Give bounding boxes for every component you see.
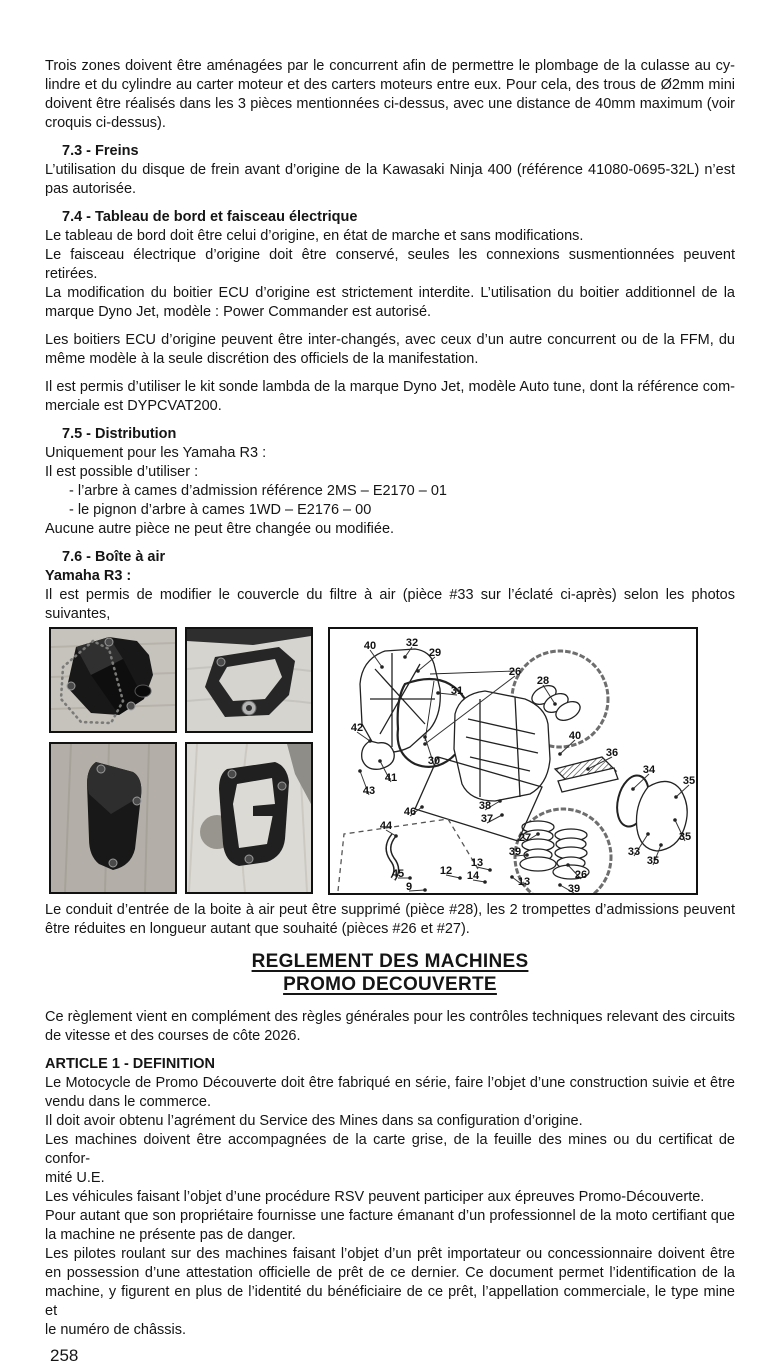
callout-target-dot	[408, 876, 412, 880]
callout-number: 13	[517, 876, 531, 888]
text-line: la machine ne présente pas de danger.	[45, 1227, 296, 1243]
callout-target-dot	[416, 669, 420, 673]
callout-number: 32	[405, 637, 419, 649]
callout-target-dot	[403, 655, 407, 659]
callout-number: 38	[478, 800, 492, 812]
paragraph-photos-intro	[45, 586, 735, 624]
text-line: vendu dans le commerce.	[45, 1094, 212, 1110]
text-line: être réduites en longueur autant que souhaité (pièces #26 et #27).	[45, 921, 470, 937]
text-line: Pour autant que son propriétaire fournisse une facture émanant d’un professionnel de la moto certifiant que	[45, 1208, 735, 1224]
paragraph-reglement	[45, 1008, 735, 1046]
text-line: marque Dyno Jet, modèle : Power Commander est autorisé.	[45, 304, 432, 320]
text-line: lindre et du cylindre au carter moteur et des carters moteurs entre eux. Pour cela, des trous de Ø2mm mini	[45, 77, 735, 93]
callout-number: 40	[568, 730, 582, 742]
section-heading-7-6: 7.6 - Boîte à air	[62, 549, 166, 565]
paragraph-tableau-de-bord	[45, 227, 735, 322]
callout-number: 30	[427, 755, 441, 767]
photo-airbox-cover-dotted	[49, 627, 177, 733]
callout-target-dot	[500, 813, 504, 817]
section-heading-7-5: 7.5 - Distribution	[62, 426, 177, 442]
paragraph-boitiers-ecu	[45, 331, 735, 369]
text-line: Le faisceau électrique d’origine doit être conservé, seules les connexions susmentionnées peuvent retirées.	[45, 247, 735, 282]
callout-number: 27	[518, 832, 532, 844]
paragraph-article-1	[45, 1074, 735, 1340]
text-line: le numéro de châssis.	[45, 1322, 187, 1338]
text-line: - l’arbre à cames d’admission référence 2MS – E2170 – 01	[69, 483, 447, 499]
paragraph-intro	[45, 57, 735, 133]
text-line: Ce règlement vient en complément des règles générales pour les contrôles techniques relevant des circuits	[45, 1009, 735, 1025]
text-line: merciale est DYPCVAT200.	[45, 398, 222, 414]
callout-number: 28	[536, 675, 550, 687]
callout-number: 14	[466, 870, 480, 882]
text-line: Aucune autre pièce ne peut être changée ou modifiée.	[45, 521, 395, 537]
section-heading-7-4: 7.4 - Tableau de bord et faisceau électrique	[62, 209, 358, 225]
figure-caption	[45, 901, 735, 939]
callout-target-dot	[368, 739, 372, 743]
callout-target-dot	[553, 702, 557, 706]
paragraph-sonde-lambda	[45, 378, 735, 416]
text-line: Il est permis de modifier le couvercle du filtre à air (pièce #33 sur l’éclaté ci-après) selon les photos suivantes,	[45, 587, 735, 622]
photo-airbox-cover-plain	[49, 742, 177, 894]
callout-target-dot	[498, 799, 502, 803]
callout-target-dot	[423, 888, 427, 892]
text-line: Les pilotes roulant sur des machines faisant l’objet d’un prêt importateur ou concessionnaire doivent être	[45, 1246, 735, 1262]
callout-number: 41	[384, 772, 398, 784]
callout-number: 44	[379, 820, 393, 832]
photo-cover-frame-1	[185, 627, 313, 733]
text-line: doivent être réalisés dans les 3 pièces mentionnées ci-dessus, avec une distance de 40mm maximum (voir	[45, 96, 735, 112]
paragraph-distribution	[45, 444, 735, 539]
callout-number: 43	[362, 785, 376, 797]
callout-number: 35	[678, 831, 692, 843]
callout-number: 35	[646, 855, 660, 867]
callout-number: 39	[567, 883, 581, 893]
callout-target-dot	[673, 818, 677, 822]
main-heading-line-2: PROMO DECOUVERTE	[283, 974, 497, 995]
subheading-yamaha-r3: Yamaha R3 :	[45, 568, 132, 584]
callout-number: 9	[405, 881, 413, 893]
callout-target-dot	[436, 691, 440, 695]
text-line: La modification du boitier ECU d’origine est strictement interdite. L’utilisation du boitier additionnel de la	[45, 285, 735, 301]
article-1-heading: ARTICLE 1 - DEFINITION	[45, 1056, 215, 1072]
callout-number: 36	[605, 747, 619, 759]
text-line: Uniquement pour les Yamaha R3 :	[45, 445, 267, 461]
text-line: Trois zones doivent être aménagées par le concurrent afin de permettre le plombage de la culasse au cy-	[45, 58, 735, 74]
callout-target-dot	[458, 876, 462, 880]
text-line: Le tableau de bord doit être celui d’origine, en état de marche et sans modifications.	[45, 228, 584, 244]
photo-cover-frame-2	[185, 742, 313, 894]
callout-number: 45	[391, 868, 405, 880]
callout-target-dot	[674, 795, 678, 799]
exploded-diagram	[328, 627, 698, 895]
text-line: Il est possible d’utiliser :	[45, 464, 199, 480]
text-line: en possession d’une attestation officielle de prêt de ce dernier. Ce document permet l’identification de la	[45, 1265, 735, 1281]
callout-target-dot	[420, 805, 424, 809]
text-line: mité U.E.	[45, 1170, 105, 1186]
main-heading	[45, 950, 735, 996]
text-line: même modèle à la seule discrétion des officiels de la manifestation.	[45, 351, 479, 367]
callout-number: 26	[574, 869, 588, 881]
callout-number: 39	[508, 846, 522, 858]
text-line: Il est permis d’utiliser le kit sonde lambda de la marque Dyno Jet, modèle Auto tune, dont la référence com-	[45, 379, 735, 395]
callout-number: 31	[450, 685, 464, 697]
text-line: de vitesse et des courses de côte 2026.	[45, 1028, 301, 1044]
callout-target-dot	[525, 853, 529, 857]
section-heading-7-3: 7.3 - Freins	[62, 143, 139, 159]
text-line: Les boitiers ECU d’origine peuvent être inter-changés, avec ceux d’un autre concurrent ou de la FFM, du	[45, 332, 735, 348]
callout-target-dot	[558, 883, 562, 887]
text-line: machine, y figurent en plus de l’identité du bénéficiaire de ce prêt, l’appellation commerciale, le type mine et	[45, 1284, 735, 1319]
callout-number: 37	[480, 813, 494, 825]
callout-target-dot	[646, 832, 650, 836]
text-line: croquis ci-dessus).	[45, 115, 166, 131]
callout-number: 26	[508, 666, 522, 678]
callout-number: 42	[350, 722, 364, 734]
callout-target-dot	[536, 832, 540, 836]
text-line: Le Motocycle de Promo Découverte doit être fabriqué en série, faire l’objet d’une construction suivie et être	[45, 1075, 735, 1091]
text-line: Les machines doivent être accompagnées de la carte grise, de la feuille des mines ou du certificat de confor-	[45, 1132, 735, 1167]
callout-target-dot	[631, 787, 635, 791]
text-line: L’utilisation du disque de frein avant d’origine de la Kawasaki Ninja 400 (référence 41080-0695-32L) n’est	[45, 162, 735, 178]
callout-target-dot	[488, 868, 492, 872]
callout-number: 34	[642, 764, 656, 776]
text-line: - le pignon d’arbre à cames 1WD – E2176 – 00	[69, 502, 372, 518]
text-line: Les véhicules faisant l’objet d’une procédure RSV peuvent participer aux épreuves Promo-Découverte.	[45, 1189, 705, 1205]
text-line: Le conduit d’entrée de la boite à air peut être supprimé (pièce #28), les 2 trompettes d’admissions peuvent	[45, 902, 735, 918]
callout-number: 13	[470, 857, 484, 869]
callout-number: 29	[428, 647, 442, 659]
callout-number: 40	[363, 640, 377, 652]
callout-target-dot	[566, 863, 570, 867]
callout-target-dot	[423, 742, 427, 746]
callout-target-dot	[423, 735, 427, 739]
callout-target-dot	[378, 759, 382, 763]
callout-number: 33	[627, 846, 641, 858]
figure-airbox	[49, 627, 735, 895]
callout-target-dot	[510, 875, 514, 879]
main-heading-line-1: REGLEMENT DES MACHINES	[251, 951, 529, 972]
callout-target-dot	[558, 752, 562, 756]
callout-leader-line	[560, 740, 575, 754]
callout-target-dot	[394, 834, 398, 838]
callout-target-dot	[380, 665, 384, 669]
text-line: Il doit avoir obtenu l’agrément du Service des Mines dans sa configuration d’origine.	[45, 1113, 583, 1129]
text-line: pas autorisée.	[45, 181, 137, 197]
callout-target-dot	[483, 880, 487, 884]
paragraph-freins	[45, 161, 735, 199]
page-number: 258	[50, 1346, 79, 1365]
callout-number: 46	[403, 806, 417, 818]
callout-target-dot	[659, 843, 663, 847]
callout-target-dot	[586, 767, 590, 771]
callout-number: 35	[682, 775, 696, 787]
callout-target-dot	[358, 769, 362, 773]
photo-grid	[49, 627, 313, 895]
callout-number: 12	[439, 865, 453, 877]
